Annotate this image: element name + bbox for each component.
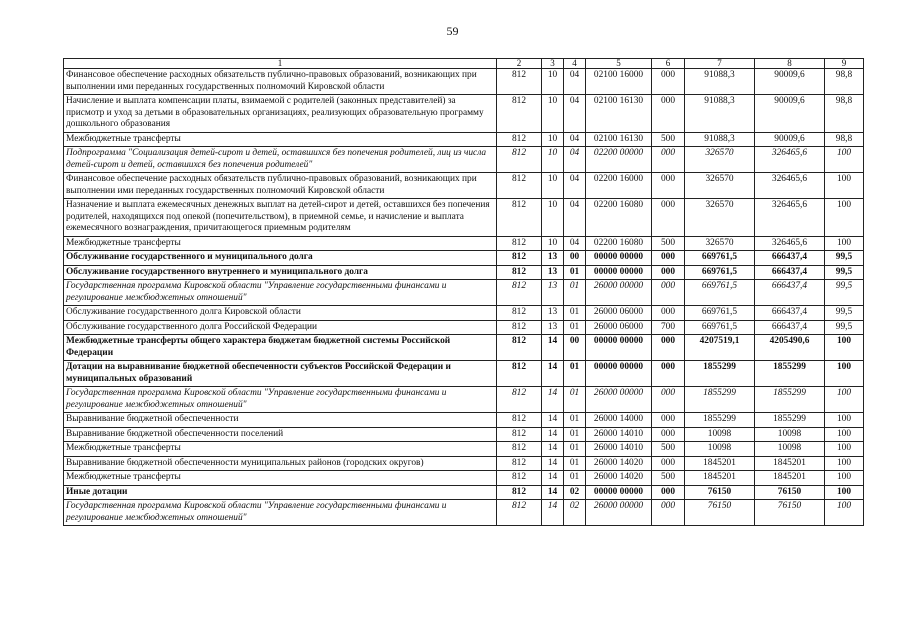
actual-amount: 326465,6	[755, 147, 825, 173]
row-name: Государственная программа Кировской области "Управление государственными финансами и регулирование межбюджетных отношений"	[64, 280, 497, 306]
ved-code: 812	[497, 132, 542, 147]
column-number: 4	[564, 59, 586, 69]
ved-code: 812	[497, 280, 542, 306]
column-number: 6	[652, 59, 685, 69]
section-code: 14	[542, 335, 564, 361]
planned-amount: 669761,5	[685, 280, 755, 306]
planned-amount: 91088,3	[685, 95, 755, 133]
ved-code: 812	[497, 265, 542, 280]
subsection-code: 01	[564, 320, 586, 335]
ved-code: 812	[497, 236, 542, 251]
target-item-code: 26000 14000	[586, 413, 652, 428]
target-item-code: 26000 14020	[586, 471, 652, 486]
actual-amount: 76150	[755, 485, 825, 500]
actual-amount: 1855299	[755, 361, 825, 387]
section-code: 13	[542, 306, 564, 321]
execution-percent: 98,8	[825, 69, 864, 95]
actual-amount: 1855299	[755, 387, 825, 413]
section-code: 10	[542, 95, 564, 133]
subsection-code: 02	[564, 500, 586, 526]
execution-percent: 100	[825, 147, 864, 173]
row-name: Обслуживание государственного долга Российской Федерации	[64, 320, 497, 335]
row-name: Обслуживание государственного и муниципального долга	[64, 251, 497, 266]
execution-percent: 100	[825, 427, 864, 442]
column-number: 5	[586, 59, 652, 69]
row-name: Межбюджетные трансферты	[64, 236, 497, 251]
expense-type-code: 000	[652, 335, 685, 361]
ved-code: 812	[497, 173, 542, 199]
row-name: Финансовое обеспечение расходных обязательств публично-правовых образований, возникающих при выполнении ими переданных государственных полномочий Кировской области	[64, 69, 497, 95]
actual-amount: 666437,4	[755, 280, 825, 306]
section-code: 10	[542, 132, 564, 147]
ved-code: 812	[497, 361, 542, 387]
actual-amount: 90009,6	[755, 95, 825, 133]
row-name: Межбюджетные трансферты	[64, 471, 497, 486]
table-row	[64, 413, 864, 428]
planned-amount: 669761,5	[685, 265, 755, 280]
subsection-code: 01	[564, 442, 586, 457]
expense-type-code: 000	[652, 427, 685, 442]
table-row	[64, 265, 864, 280]
subsection-code: 04	[564, 173, 586, 199]
ved-code: 812	[497, 500, 542, 526]
planned-amount: 326570	[685, 199, 755, 237]
table-row	[64, 387, 864, 413]
expense-type-code: 000	[652, 456, 685, 471]
column-number: 1	[64, 59, 497, 69]
subsection-code: 01	[564, 456, 586, 471]
row-name: Выравнивание бюджетной обеспеченности муниципальных районов (городских округов)	[64, 456, 497, 471]
column-number-row	[64, 59, 864, 69]
subsection-code: 02	[564, 485, 586, 500]
target-item-code: 00000 00000	[586, 335, 652, 361]
ved-code: 812	[497, 387, 542, 413]
section-code: 13	[542, 320, 564, 335]
section-code: 14	[542, 427, 564, 442]
planned-amount: 1855299	[685, 413, 755, 428]
ved-code: 812	[497, 427, 542, 442]
planned-amount: 1855299	[685, 361, 755, 387]
execution-percent: 100	[825, 471, 864, 486]
target-item-code: 26000 00000	[586, 500, 652, 526]
expense-type-code: 500	[652, 236, 685, 251]
row-name: Межбюджетные трансферты	[64, 132, 497, 147]
target-item-code: 26000 00000	[586, 280, 652, 306]
ved-code: 812	[497, 456, 542, 471]
ved-code: 812	[497, 471, 542, 486]
table-row	[64, 147, 864, 173]
target-item-code: 02100 16130	[586, 132, 652, 147]
target-item-code: 02100 16130	[586, 95, 652, 133]
target-item-code: 26000 00000	[586, 387, 652, 413]
page-number: 59	[446, 24, 459, 38]
expense-type-code: 000	[652, 361, 685, 387]
planned-amount: 10098	[685, 442, 755, 457]
column-number: 9	[825, 59, 864, 69]
ved-code: 812	[497, 69, 542, 95]
expense-type-code: 000	[652, 95, 685, 133]
expense-type-code: 500	[652, 132, 685, 147]
planned-amount: 326570	[685, 147, 755, 173]
table-row	[64, 442, 864, 457]
expense-type-code: 000	[652, 173, 685, 199]
actual-amount: 326465,6	[755, 199, 825, 237]
target-item-code: 00000 00000	[586, 361, 652, 387]
actual-amount: 666437,4	[755, 306, 825, 321]
actual-amount: 326465,6	[755, 236, 825, 251]
subsection-code: 01	[564, 306, 586, 321]
table-row	[64, 320, 864, 335]
target-item-code: 02200 16080	[586, 199, 652, 237]
column-number: 3	[542, 59, 564, 69]
section-code: 14	[542, 485, 564, 500]
planned-amount: 91088,3	[685, 69, 755, 95]
table-row	[64, 500, 864, 526]
subsection-code: 04	[564, 132, 586, 147]
planned-amount: 1845201	[685, 471, 755, 486]
table-row	[64, 335, 864, 361]
actual-amount: 10098	[755, 427, 825, 442]
row-name: Назначение и выплата ежемесячных денежных выплат на детей-сирот и детей, оставшихся без попечения родителей, находящихся под опекой (попечительством), в приемной семье, и начисление и выплата ежемесячного вознаграждения, причитающегося приемным родителям	[64, 199, 497, 237]
expense-type-code: 000	[652, 280, 685, 306]
planned-amount: 669761,5	[685, 306, 755, 321]
target-item-code: 26000 06000	[586, 320, 652, 335]
target-item-code: 02200 16000	[586, 173, 652, 199]
actual-amount: 90009,6	[755, 69, 825, 95]
execution-percent: 100	[825, 387, 864, 413]
ved-code: 812	[497, 442, 542, 457]
actual-amount: 10098	[755, 442, 825, 457]
subsection-code: 01	[564, 427, 586, 442]
ved-code: 812	[497, 413, 542, 428]
target-item-code: 02200 16080	[586, 236, 652, 251]
target-item-code: 26000 06000	[586, 306, 652, 321]
planned-amount: 91088,3	[685, 132, 755, 147]
table-row	[64, 251, 864, 266]
table-row	[64, 471, 864, 486]
expense-type-code: 000	[652, 251, 685, 266]
table-row	[64, 69, 864, 95]
row-name: Выравнивание бюджетной обеспеченности	[64, 413, 497, 428]
subsection-code: 01	[564, 265, 586, 280]
subsection-code: 04	[564, 69, 586, 95]
execution-percent: 100	[825, 500, 864, 526]
section-code: 14	[542, 413, 564, 428]
execution-percent: 100	[825, 199, 864, 237]
actual-amount: 666437,4	[755, 251, 825, 266]
table-row	[64, 236, 864, 251]
table-row	[64, 427, 864, 442]
planned-amount: 1855299	[685, 387, 755, 413]
table-row	[64, 306, 864, 321]
execution-percent: 100	[825, 413, 864, 428]
subsection-code: 01	[564, 280, 586, 306]
expense-type-code: 000	[652, 69, 685, 95]
table-row	[64, 280, 864, 306]
subsection-code: 04	[564, 199, 586, 237]
ved-code: 812	[497, 335, 542, 361]
table-row	[64, 199, 864, 237]
actual-amount: 666437,4	[755, 265, 825, 280]
section-code: 10	[542, 69, 564, 95]
expense-type-code: 000	[652, 199, 685, 237]
expense-type-code: 500	[652, 471, 685, 486]
ved-code: 812	[497, 95, 542, 133]
execution-percent: 100	[825, 173, 864, 199]
expense-type-code: 000	[652, 413, 685, 428]
section-code: 14	[542, 442, 564, 457]
expense-type-code: 000	[652, 485, 685, 500]
row-name: Межбюджетные трансферты	[64, 442, 497, 457]
planned-amount: 326570	[685, 236, 755, 251]
execution-percent: 100	[825, 335, 864, 361]
table-row	[64, 456, 864, 471]
execution-percent: 99,5	[825, 265, 864, 280]
actual-amount: 90009,6	[755, 132, 825, 147]
actual-amount: 1845201	[755, 471, 825, 486]
section-code: 13	[542, 251, 564, 266]
table-body	[64, 59, 864, 526]
table-row	[64, 173, 864, 199]
actual-amount: 76150	[755, 500, 825, 526]
planned-amount: 669761,5	[685, 320, 755, 335]
expense-type-code: 000	[652, 306, 685, 321]
execution-percent: 100	[825, 236, 864, 251]
actual-amount: 666437,4	[755, 320, 825, 335]
ved-code: 812	[497, 306, 542, 321]
row-name: Обслуживание государственного внутреннего и муниципального долга	[64, 265, 497, 280]
section-code: 10	[542, 199, 564, 237]
row-name: Начисление и выплата компенсации платы, взимаемой с родителей (законных представителей) за присмотр и уход за детьми в образовательных организациях, реализующих образовательную программу дошкольного образования	[64, 95, 497, 133]
target-item-code: 02100 16000	[586, 69, 652, 95]
planned-amount: 76150	[685, 500, 755, 526]
section-code: 14	[542, 387, 564, 413]
subsection-code: 01	[564, 361, 586, 387]
planned-amount: 4207519,1	[685, 335, 755, 361]
subsection-code: 04	[564, 147, 586, 173]
execution-percent: 100	[825, 442, 864, 457]
ved-code: 812	[497, 485, 542, 500]
execution-percent: 98,8	[825, 95, 864, 133]
target-item-code: 00000 00000	[586, 265, 652, 280]
execution-percent: 99,5	[825, 306, 864, 321]
expense-type-code: 500	[652, 442, 685, 457]
row-name: Выравнивание бюджетной обеспеченности поселений	[64, 427, 497, 442]
subsection-code: 01	[564, 471, 586, 486]
execution-percent: 100	[825, 456, 864, 471]
subsection-code: 01	[564, 387, 586, 413]
row-name: Обслуживание государственного долга Кировской области	[64, 306, 497, 321]
section-code: 10	[542, 147, 564, 173]
planned-amount: 10098	[685, 427, 755, 442]
expense-type-code: 000	[652, 500, 685, 526]
ved-code: 812	[497, 147, 542, 173]
target-item-code: 00000 00000	[586, 251, 652, 266]
execution-percent: 100	[825, 361, 864, 387]
row-name: Иные дотации	[64, 485, 497, 500]
planned-amount: 669761,5	[685, 251, 755, 266]
column-number: 8	[755, 59, 825, 69]
table-row	[64, 361, 864, 387]
execution-percent: 99,5	[825, 251, 864, 266]
target-item-code: 26000 14010	[586, 427, 652, 442]
ved-code: 812	[497, 199, 542, 237]
actual-amount: 326465,6	[755, 173, 825, 199]
subsection-code: 04	[564, 236, 586, 251]
target-item-code: 26000 14010	[586, 442, 652, 457]
row-name: Финансовое обеспечение расходных обязательств публично-правовых образований, возникающих при выполнении ими переданных государственных полномочий Кировской области	[64, 173, 497, 199]
row-name: Подпрограмма "Социализация детей-сирот и детей, оставшихся без попечения родителей, лиц из числа детей-сирот и детей, оставшихся без попечения родителей"	[64, 147, 497, 173]
target-item-code: 00000 00000	[586, 485, 652, 500]
section-code: 14	[542, 456, 564, 471]
budget-table	[63, 58, 864, 526]
column-number: 2	[497, 59, 542, 69]
table-row	[64, 485, 864, 500]
section-code: 13	[542, 280, 564, 306]
table-row	[64, 95, 864, 133]
execution-percent: 98,8	[825, 132, 864, 147]
section-code: 13	[542, 265, 564, 280]
actual-amount: 1855299	[755, 413, 825, 428]
execution-percent: 99,5	[825, 280, 864, 306]
row-name: Государственная программа Кировской области "Управление государственными финансами и регулирование межбюджетных отношений"	[64, 500, 497, 526]
expense-type-code: 000	[652, 147, 685, 173]
row-name: Межбюджетные трансферты общего характера бюджетам бюджетной системы Российской Федерации	[64, 335, 497, 361]
subsection-code: 01	[564, 413, 586, 428]
section-code: 10	[542, 173, 564, 199]
expense-type-code: 000	[652, 265, 685, 280]
actual-amount: 1845201	[755, 456, 825, 471]
subsection-code: 00	[564, 335, 586, 361]
section-code: 14	[542, 471, 564, 486]
section-code: 14	[542, 361, 564, 387]
subsection-code: 04	[564, 95, 586, 133]
table-row	[64, 132, 864, 147]
execution-percent: 100	[825, 485, 864, 500]
planned-amount: 326570	[685, 173, 755, 199]
row-name: Дотации на выравнивание бюджетной обеспеченности субъектов Российской Федерации и муниципальных образований	[64, 361, 497, 387]
subsection-code: 00	[564, 251, 586, 266]
expense-type-code: 700	[652, 320, 685, 335]
planned-amount: 76150	[685, 485, 755, 500]
planned-amount: 1845201	[685, 456, 755, 471]
section-code: 14	[542, 500, 564, 526]
execution-percent: 99,5	[825, 320, 864, 335]
target-item-code: 02200 00000	[586, 147, 652, 173]
section-code: 10	[542, 236, 564, 251]
actual-amount: 4205490,6	[755, 335, 825, 361]
column-number: 7	[685, 59, 755, 69]
target-item-code: 26000 14020	[586, 456, 652, 471]
ved-code: 812	[497, 320, 542, 335]
ved-code: 812	[497, 251, 542, 266]
row-name: Государственная программа Кировской области "Управление государственными финансами и регулирование межбюджетных отношений"	[64, 387, 497, 413]
expense-type-code: 000	[652, 387, 685, 413]
